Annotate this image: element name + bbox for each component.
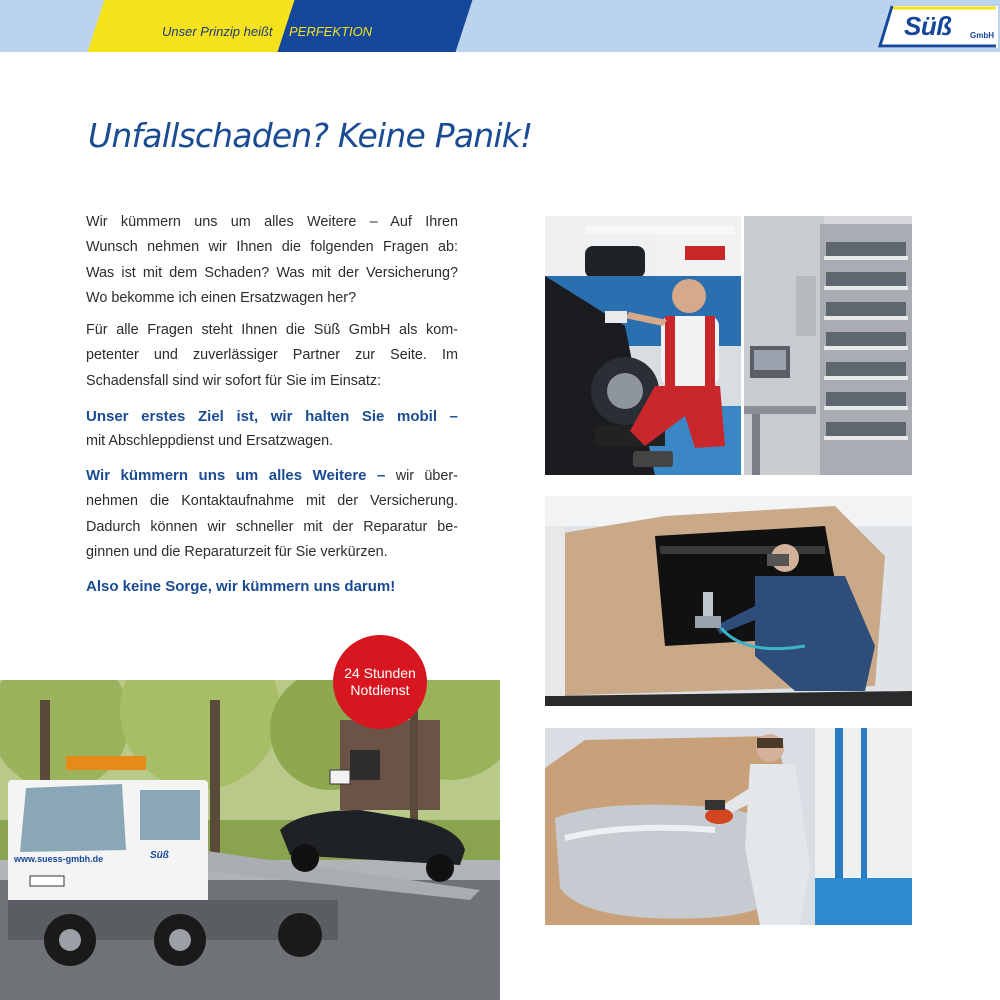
partner-paragraph <box>86 318 458 394</box>
text-line: Für alle Fragen steht Ihnen die Süß GmbH als kom- <box>86 322 458 338</box>
text-line: nehmen die Kontaktaufnahme mit der Versicherung. <box>86 493 458 510</box>
text-line: Dadurch können wir schneller mit der Reparatur be- <box>86 518 458 535</box>
intro-paragraph <box>86 210 458 311</box>
text-line: ginnen und die Reparaturzeit für Sie verkürzen. <box>86 543 388 560</box>
logo-text: Süß <box>904 11 952 41</box>
company-logo <box>876 2 998 50</box>
photo-car-polishing <box>545 728 912 925</box>
text-line: Was ist mit dem Schaden? Was mit der Versicherung? <box>86 264 458 281</box>
insurance-paragraph <box>86 463 458 565</box>
highlight-text: Unser erstes Ziel ist, wir halten Sie mobil – <box>86 408 458 425</box>
closing-paragraph <box>86 574 458 599</box>
logo-subtext: GmbH <box>970 31 994 40</box>
text-line: Schadensfall sind wir sofort für Sie im Einsatz: <box>86 372 382 389</box>
highlight-text: Also keine Sorge, wir kümmern uns darum! <box>86 578 396 595</box>
truck-door-logo: Süß <box>150 850 169 861</box>
text-fragment: wir über- <box>385 468 459 484</box>
header-slogan-emphasis: PERFEKTION <box>289 24 373 39</box>
photo-spray-painting <box>545 496 912 706</box>
text-line: Wo bekomme ich einen Ersatzwagen her? <box>86 289 357 306</box>
photo-mechanic-repair <box>545 216 741 475</box>
text-line: petenter und zuverlässiger Partner zur Seite. Im <box>86 347 458 364</box>
page-title: Unfallschaden? Keine Panik! <box>88 116 533 155</box>
text-line: Wunsch nehmen wir Ihnen die folgenden Fragen ab: <box>86 239 458 256</box>
photo-tow-truck <box>0 680 500 1000</box>
header-slogan: Unser Prinzip heißt <box>162 24 273 39</box>
emergency-service-badge <box>333 635 427 729</box>
highlight-text: Wir kümmern uns um alles Weitere – <box>86 467 386 484</box>
mobility-paragraph <box>86 404 458 455</box>
text-line <box>86 463 458 489</box>
text-line: mit Abschleppdienst und Ersatzwagen. <box>86 433 334 450</box>
badge-line-2: Notdienst <box>350 682 410 698</box>
text-line: Wir kümmern uns um alles Weitere – Auf Ihren <box>86 214 458 230</box>
badge-line-1: 24 Stunden <box>344 665 416 681</box>
photo-paint-mixing-station <box>744 216 912 475</box>
truck-website-text: www.suess-gmbh.de <box>14 854 104 864</box>
